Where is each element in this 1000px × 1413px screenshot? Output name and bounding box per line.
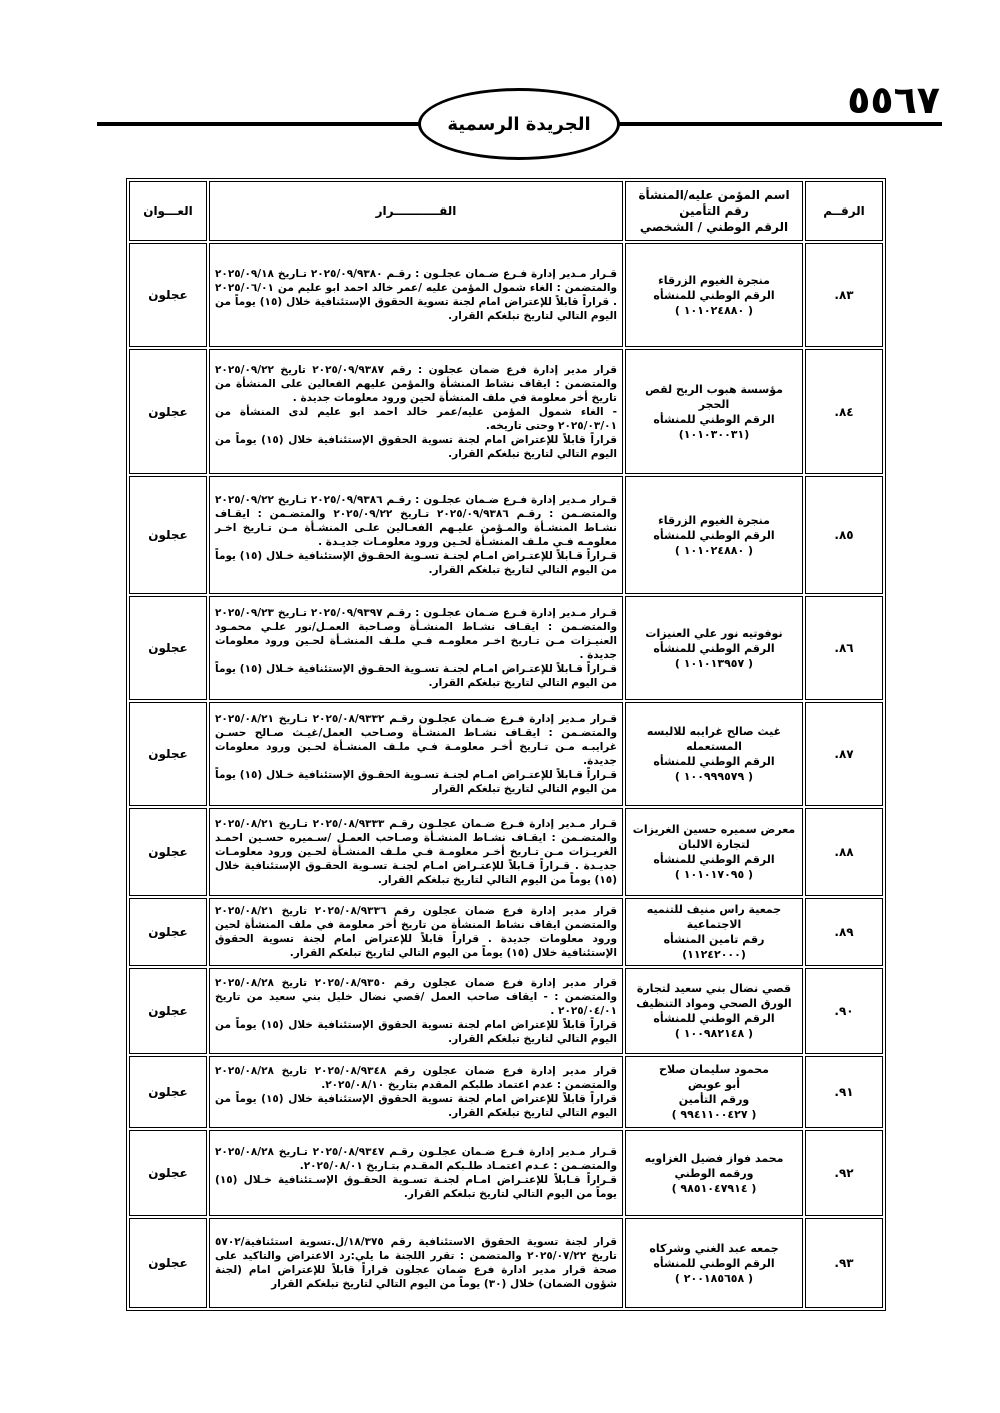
row-insured-name-text: محمود سليمان صلاح أبو عويض ورقم التأمين ( ٩٩٤١١٠٠٤٢٧ ) xyxy=(659,1063,769,1121)
row-decision xyxy=(209,596,623,700)
table-row xyxy=(129,349,883,474)
row-number: ٩٢. xyxy=(805,1130,883,1216)
row-number: ٨٦. xyxy=(805,596,883,700)
row-number: ٩١. xyxy=(805,1056,883,1128)
col-header-number: الرقــم xyxy=(805,181,883,241)
row-insured-name-text: غيث صالح غرايبه للالبسه المستعمله الرقم الوطني للمنشأه ( ١٠٠٩٩٩٥٧٩ ) xyxy=(646,725,782,783)
row-decision-text: قـرار مـدير إدارة فـرع ضـمان عجلـون رقـم ٢٠٢٥/٠٨/٩٣٣٢ تـاريخ ٢٠٢٥/٠٨/٢١ والمتضـمن : ايقـاف نشـاط المنشـأة وصـاحب العمل/غيـث صـالح حسـن غرايبـه مـن تـاريخ أخـر معلومـة فـي ملـف المنشـأة لحـين ورود معلومات جديدة. قـراراً قـابلاً للإعتـراض امـام لجنـة تسـوية الحقـوق الإستئنافية خـلال (١٥) يوماً من اليوم التالي لتاريخ تبلغكم القرار xyxy=(215,713,618,795)
row-address: عجلون xyxy=(129,1218,207,1308)
row-insured-name xyxy=(625,968,803,1054)
row-address: عجلون xyxy=(129,808,207,896)
row-decision xyxy=(209,1056,623,1128)
table-row xyxy=(129,476,883,594)
row-number: ٨٧. xyxy=(805,702,883,806)
row-insured-name xyxy=(625,702,803,806)
table-row xyxy=(129,243,883,347)
row-decision-text: قـرار مـدير إدارة فـرع ضـمان عجلـون : رقـم ٢٠٢٥/٠٩/٩٣٨٠ تـاريخ ٢٠٢٥/٠٩/١٨ والمتضمن : الغاء شمول المؤمن عليه /عمر خالد احمد ابو عليم من ٢٠٢٥/٠٦/٠١ . قراراً قابلاً للإعتراض امام لجنة تسوية الحقوق الإستئنافية خلال (١٥) يوماً من اليوم التالي لتاريخ تبلغكم القرار. xyxy=(215,268,617,322)
row-decision xyxy=(209,808,623,896)
col-header-name-line: اسم المؤمن عليه/المنشأة xyxy=(638,188,790,202)
row-decision-text: قرار مدير إدارة فرع ضمان عجلون : رقم ٢٠٢٥/٠٩/٩٣٨٧ تاريخ ٢٠٢٥/٠٩/٢٢ والمتضمن : ايقاف نشاط المنشأة والمؤمن عليهم الفعالين على المنشأة من تاريخ أخر معلومة في ملف المنشأة لحين ورود معلومات جديدة . - الغاء شمول المؤمن عليه/عمر خالد احمد ابو عليم لدى المنشأة من ٢٠٢٥/٠٣/٠١ وحتى تاريخه. قراراً قابلاً للإعتراض امام لجنة تسوية الحقوق الإستئنافية خلال (١٥) يوماً من اليوم التالي لتاريخ تبلغكم القرار. xyxy=(215,363,617,460)
row-address: عجلون xyxy=(129,968,207,1054)
col-header-address: العـــوان xyxy=(129,181,207,241)
row-address: عجلون xyxy=(129,1056,207,1128)
row-insured-name xyxy=(625,808,803,896)
col-header-name-line: رقم التأمين xyxy=(679,204,749,218)
row-number: ٨٩. xyxy=(805,898,883,966)
row-insured-name-text: نوفوتيه نور علي العنيزات الرقم الوطني للمنشأه ( ١٠١٠١٣٩٥٧ ) xyxy=(645,626,783,670)
row-insured-name-text: معرض سميره حسين الغريزات لتجارة الالبان الرقم الوطني للمنشأه ( ١٠١٠١٧٠٩٥ ) xyxy=(632,823,796,881)
col-header-decision: القـــــــــــرار xyxy=(209,181,623,241)
row-decision xyxy=(209,898,623,966)
col-header-name-line: الرقم الوطني / الشخصي xyxy=(639,220,789,234)
row-decision-text: قرار مدير إدارة فرع ضمان عجلون رقم ٢٠٢٥/٠٨/٩٣٣٦ تاريخ ٢٠٢٥/٠٨/٢١ والمتضمن ايقاف نشاط المنشأة من تاريخ أخر معلومة في ملف المنشأة لحين ورود معلومات جديدة . قراراً قابلاً للإعتراض امام لجنة تسوية الحقوق الإستئنافية خلال (١٥) يوماً من اليوم التالي لتاريخ تبلغكم القرار. xyxy=(215,905,617,959)
table-row xyxy=(129,1218,883,1308)
row-address: عجلون xyxy=(129,349,207,474)
table-row xyxy=(129,808,883,896)
decisions-table xyxy=(126,178,886,1311)
row-decision-text: قرار مدير إدارة فرع ضمان عجلون رقم ٢٠٢٥/٠٨/٩٣٤٨ تاريخ ٢٠٢٥/٠٨/٢٨ والمتضمن : عدم اعتماد طلبكم المقدم بتاريخ ٢٠٢٥/٠٨/١٠. قراراً قابلاً للإعتراض امام لجنة تسوية الحقوق الإستئنافية خلال (١٥) يوماً من اليوم التالي لتاريخ تبلغكم القرار. xyxy=(215,1065,617,1119)
row-insured-name-text: جمعه عبد الغني وشركاه الرقم الوطني للمنشأه ( ٢٠٠١٨٥٦٥٨ ) xyxy=(649,1241,779,1285)
row-insured-name xyxy=(625,476,803,594)
row-insured-name xyxy=(625,898,803,966)
row-decision xyxy=(209,1130,623,1216)
row-decision-text: قـرار مـدير إدارة فـرع ضـمان عجلـون : رقـم ٢٠٢٥/٠٩/٩٣٨٦ تـاريخ ٢٠٢٥/٠٩/٢٢ والمتضـمن : رقـم ٢٠٢٥/٠٩/٩٣٨٦ تـاريخ ٢٠٢٥/٠٩/٢٢ والمتضـمن : ايقـاف نشـاط المنشـأة والمـؤمن عليـهم الفعـالين علـى المنشـأة مـن تـاريخ اخـر معلومـه فـي ملـف المنشـأة لحـين ورود معلومـات جديـدة . قـراراً قـابلاً للإعتـراض امـام لجنـة تسـوية الحقـوق الإستئنافية خـلال (١٥) يوماً من اليوم التالي لتاريخ تبلغكم القرار. xyxy=(215,494,617,576)
row-insured-name-text: محمد فواز فضيل الغزاويه ورقمه الوطني ( ٩٨٥١٠٤٧٩١٤ ) xyxy=(644,1151,784,1195)
table-row xyxy=(129,968,883,1054)
row-number: ٨٥. xyxy=(805,476,883,594)
gazette-title-oval xyxy=(418,88,620,160)
table-row xyxy=(129,1130,883,1216)
row-number: ٩٠. xyxy=(805,968,883,1054)
row-insured-name xyxy=(625,1056,803,1128)
col-header-name xyxy=(625,181,803,241)
row-insured-name-text: منجرة الغيوم الزرقاء الرقم الوطني للمنشأه ( ١٠١٠٢٤٨٨٠ ) xyxy=(653,513,775,557)
row-decision xyxy=(209,476,623,594)
row-decision xyxy=(209,702,623,806)
row-insured-name-text: منجرة الغيوم الزرقاء الرقم الوطني للمنشأه ( ١٠١٠٢٤٨٨٠ ) xyxy=(653,273,775,317)
row-insured-name-text: مؤسسة هبوب الريح لقص الحجر الرقم الوطني للمنشأه (١٠١٠٣٠٠٣١) xyxy=(645,382,783,441)
table-row xyxy=(129,702,883,806)
row-number: ٨٨. xyxy=(805,808,883,896)
table-header-row xyxy=(129,181,883,241)
row-decision xyxy=(209,968,623,1054)
row-decision-text: قرار مدير إدارة فرع ضمان عجلون رقم ٢٠٢٥/٠٨/٩٣٥٠ تاريخ ٢٠٢٥/٠٨/٢٨ والمتضمن : - ايقاف صاحب العمل /قصي نضال خليل بني سعيد من تاريخ ٢٠٢٥/٠٤/٠١ . قراراً قابلاً للإعتراض امام لجنة تسوية الحقوق الإستئنافية خلال (١٥) يوماً من اليوم التالي لتاريخ تبلغكم القرار. xyxy=(215,977,617,1045)
gazette-header xyxy=(0,0,1000,170)
table-row xyxy=(129,596,883,700)
row-address: عجلون xyxy=(129,596,207,700)
row-number: ٩٣. xyxy=(805,1218,883,1308)
row-insured-name xyxy=(625,1218,803,1308)
row-number: ٨٤. xyxy=(805,349,883,474)
row-decision-text: قـرار مـدير إدارة فـرع ضـمان عجلـون رقـم ٢٠٢٥/٠٨/٩٣٤٧ تـاريخ ٢٠٢٥/٠٨/٢٨ والمتضـمن : عـدم اعتمـاد طلـبكم المقـدم بتـاريخ ٢٠٢٥/٠٨/٠١. قـراراً قـابلاً للإعتـراض امـام لجنـة تسـوية الحقـوق الإسـتئنافية خـلال (١٥) يوماً من اليوم التالي لتاريخ تبلغكم القرار. xyxy=(215,1146,618,1200)
gazette-title: الجريدة الرسمية xyxy=(447,113,591,135)
row-decision xyxy=(209,1218,623,1308)
row-decision-text: قـرار مـدير إدارة فـرع ضـمان عجلـون رقـم ٢٠٢٥/٠٨/٩٣٣٣ تـاريخ ٢٠٢٥/٠٨/٢١ والمتضـمن : ايقـاف نشـاط المنشـأة وصـاحب العمـل /سـميره حسـين احمـد الغريـزات مـن تـاريخ أخـر معلومـة فـي ملـف المنشـأة لحـين ورود معلومـات جديـدة . قـراراً قـابلاً للإعتـراض امـام لجنـة تسـوية الحقـوق الإستئنافية خلال (١٥) يوماً من اليوم التالي لتاريخ تبلغكم القرار. xyxy=(215,818,618,886)
row-insured-name xyxy=(625,243,803,347)
row-insured-name xyxy=(625,1130,803,1216)
row-address: عجلون xyxy=(129,1130,207,1216)
page-number: ٥٥٦٧ xyxy=(847,78,940,122)
row-insured-name-text: جمعية راس منيف للتنميه الاجتماعية رقم تامين المنشأه (١١٢٤٢٠٠٠) xyxy=(646,903,782,961)
row-decision xyxy=(209,349,623,474)
row-address: عجلون xyxy=(129,243,207,347)
row-address: عجلون xyxy=(129,702,207,806)
row-address: عجلون xyxy=(129,476,207,594)
row-insured-name xyxy=(625,596,803,700)
row-decision xyxy=(209,243,623,347)
table-row xyxy=(129,898,883,966)
row-number: ٨٣. xyxy=(805,243,883,347)
table-row xyxy=(129,1056,883,1128)
row-decision-text: قرار لجنة تسوية الحقوق الاستئنافية رقم ١٨/٣٧٥/ل.تسوية استئنافية/٥٧٠٢ تاريخ ٢٠٢٥/٠٧/٢٢ والمتضمن : تقرر اللجنة ما يلي:رد الاعتراض والتاكيد على صحة قرار مدير ادارة فرع ضمان عجلون قراراً قابلاً للإعتراض امام (لجنة شؤون الضمان) خلال (٣٠) يوماً من اليوم التالي لتاريخ تبلغكم القرار xyxy=(215,1236,617,1290)
row-address: عجلون xyxy=(129,898,207,966)
row-decision-text: قـرار مـدير إدارة فـرع ضـمان عجلـون : رقـم ٢٠٢٥/٠٩/٩٣٩٧ تـاريخ ٢٠٢٥/٠٩/٢٣ والمتضـمن : ايقـاف نشـاط المنشـأة وصـاحبة العمـل/نور علـي محمـود العنيـزات مـن تـاريخ اخـر معلومـه فـي ملـف المنشـأة لحـين ورود معلومات جديدة . قـراراً قـابلاً للإعتـراض امـام لجنـة تسـوية الحقـوق الإستئنافية خـلال (١٥) يوماً من اليوم التالي لتاريخ تبلغكم القرار. xyxy=(215,607,617,689)
row-insured-name-text: قصي نضال بني سعيد لتجارة الورق الصحي ومواد التنظيف الرقم الوطني للمنشأه ( ١٠٠٩٨٢١٤٨ ) xyxy=(636,982,792,1040)
row-insured-name xyxy=(625,349,803,474)
